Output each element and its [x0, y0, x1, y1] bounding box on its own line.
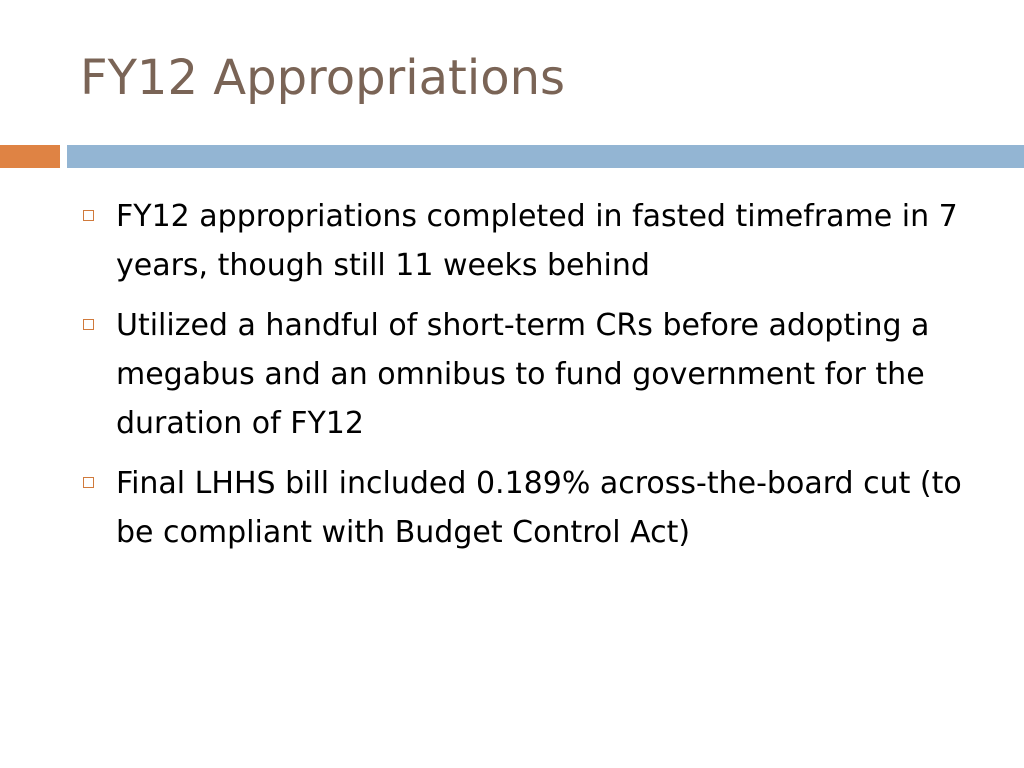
bullet-text: FY12 appropriations completed in fasted timeframe in 7 years, though still 11 weeks behind — [116, 199, 958, 283]
square-bullet-icon — [83, 210, 94, 221]
bullet-text: Utilized a handful of short-term CRs before adopting a megabus and an omnibus to fund government for the duration of FY12 — [116, 308, 930, 441]
bullet-text: Final LHHS bill included 0.189% across-the-board cut (to be compliant with Budget Control Act) — [116, 466, 962, 550]
square-bullet-icon — [83, 319, 94, 330]
accent-bar-orange — [0, 145, 60, 168]
accent-bar-blue — [67, 145, 1024, 168]
bullet-item — [80, 192, 980, 290]
bullet-list — [80, 192, 980, 568]
bullet-item — [80, 459, 980, 557]
slide-title: FY12 Appropriations — [80, 50, 565, 106]
bullet-item — [80, 301, 980, 448]
square-bullet-icon — [83, 477, 94, 488]
